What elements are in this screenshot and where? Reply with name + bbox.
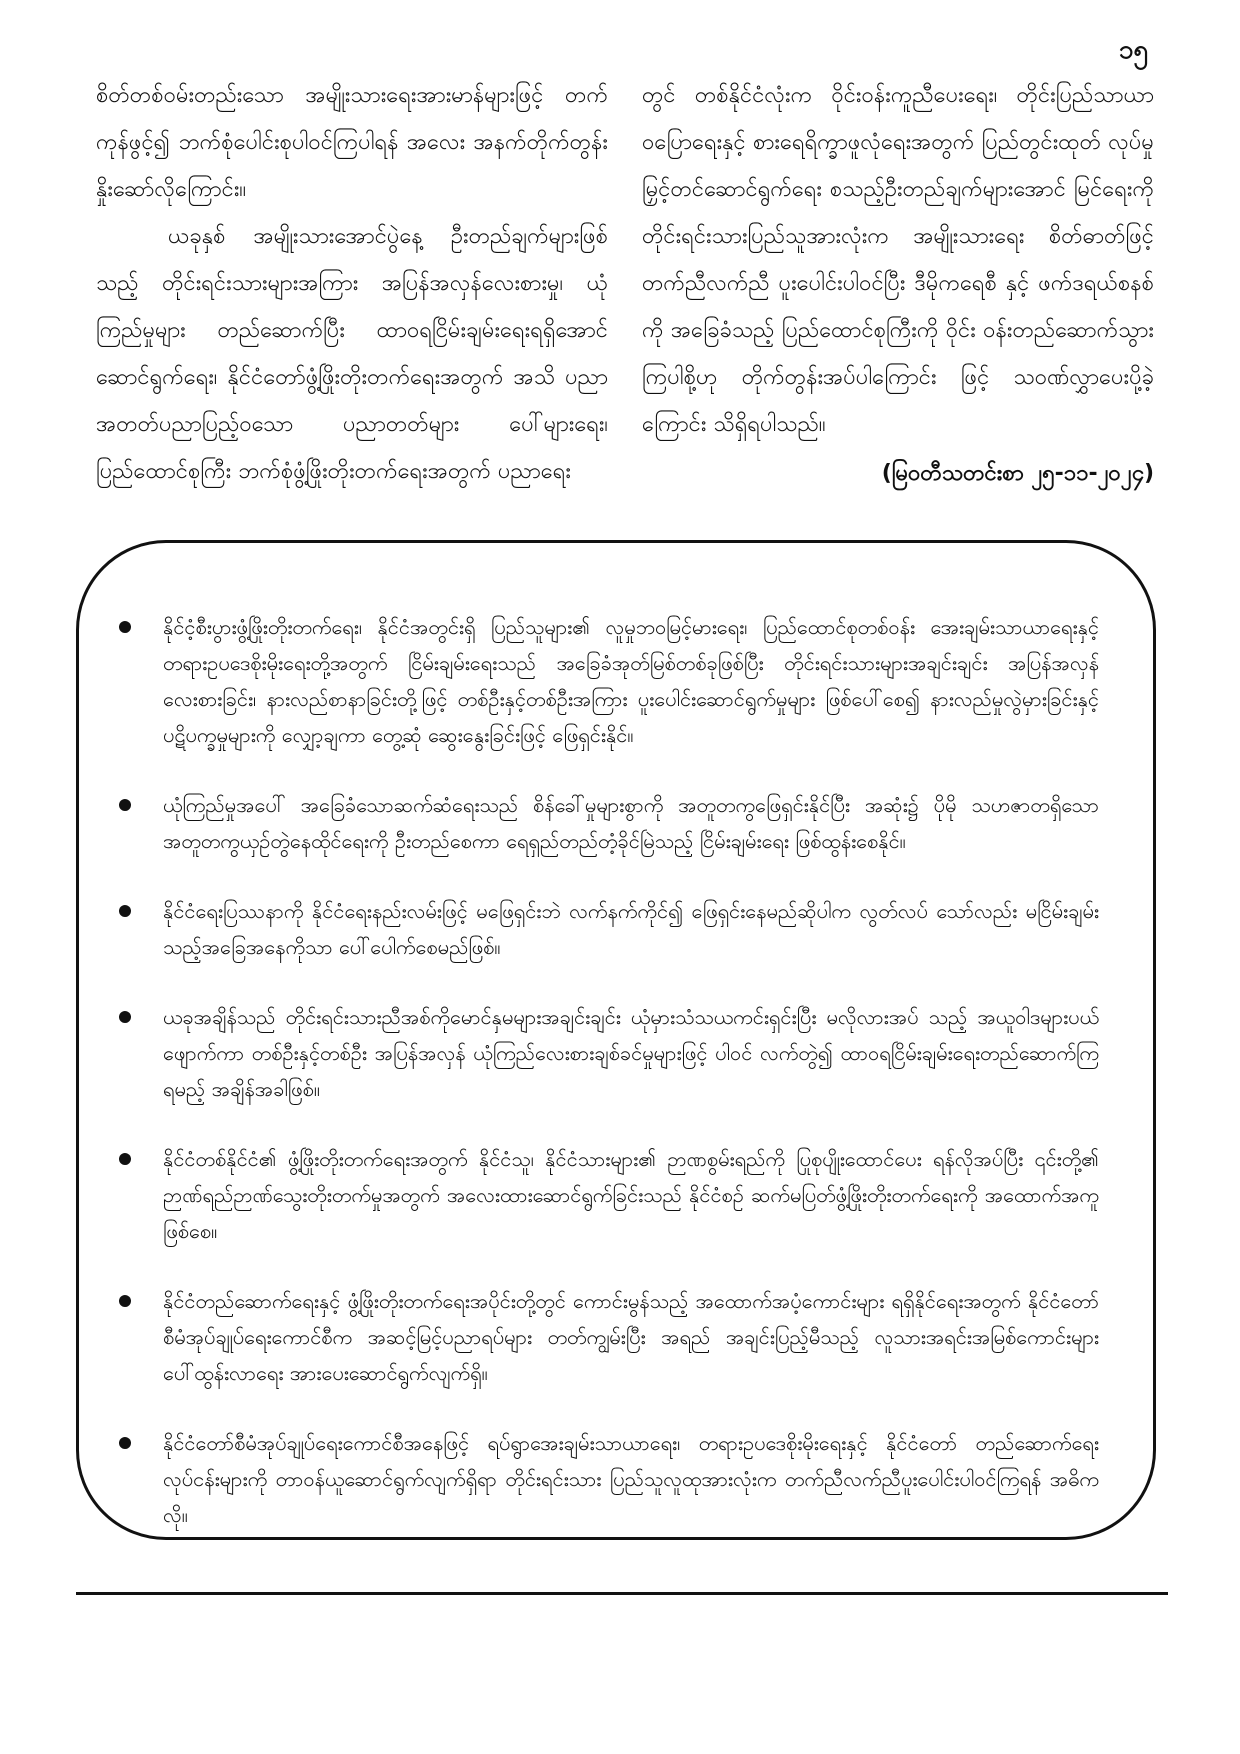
summary-item-text: နိုင်ငံတော်စီမံအုပ်ချုပ်ရေးကောင်စီအနေဖြင့် ရပ်ရွာအေးချမ်းသာယာရေး၊ တရားဥပဒေစိုးမိုးရေးနှင့် နိုင်ငံတော် တည်ဆောက်ရေးလုပ်ငန်းများကို တာဝန်ယူဆောင်ရွက်လျက်ရှိရာ တိုင်းရင်းသား ပြည်သူလူထုအားလုံးက တက်ညီလက်ညီပူးပေါင်းပါဝင်ကြရန် အဓိကလို။ (163, 1431, 1099, 1527)
summary-item (163, 1425, 1099, 1533)
bullet-icon (119, 621, 131, 633)
right-column (642, 72, 1154, 497)
bullet-icon (119, 1153, 131, 1165)
summary-item (163, 1283, 1099, 1391)
bullet-icon (119, 905, 131, 917)
left-paragraph-1: စိတ်တစ်ဝမ်းတည်းသော အမျိုးသားရေးအားမာန်များဖြင့် တက်ကုန်ဖွင့်၍ ဘက်စုံပေါင်းစုပါဝင်ကြပါရန် အလေး အနက်တိုက်တွန်းနှိုးဆော်လိုကြောင်း။ (96, 83, 608, 202)
left-column (96, 72, 608, 497)
summary-item (163, 893, 1099, 965)
summary-item-text: နိုင်ငံတစ်နိုင်ငံ၏ ဖွံ့ဖြိုးတိုးတက်ရေးအတွက် နိုင်ငံသူ၊ နိုင်ငံသားများ၏ ဉာဏစွမ်းရည်ကို ပြုစုပျိုးထောင်ပေး ရန်လိုအပ်ပြီး ၎င်းတို့၏ ဉာဏ်ရည်ဉာဏ်သွေးတိုးတက်မှုအတွက် အလေးထားဆောင်ရွက်ခြင်းသည် နိုင်ငံစဉ် ဆက်မပြတ်ဖွံ့ဖြိုးတိုးတက်ရေးကို အထောက်အကူဖြစ်စေ။ (163, 1147, 1099, 1243)
page-number: ၁၅ (1118, 35, 1148, 65)
summary-item-text: နိုင်ငံတည်ဆောက်ရေးနှင့် ဖွံ့ဖြိုးတိုးတက်ရေးအပိုင်းတို့တွင် ကောင်းမွန်သည့် အထောက်အပံ့ကောင်းများ ရရှိနိုင်ရေးအတွက် နိုင်ငံတော်စီမံအုပ်ချုပ်ရေးကောင်စီက အဆင့်မြင့်ပညာရပ်များ တတ်ကျွမ်းပြီး အရည် အချင်းပြည့်မီသည့် လူသားအရင်းအမြစ်ကောင်းများ ပေါ်ထွန်းလာရေး အားပေးဆောင်ရွက်လျက်ရှိ။ (163, 1289, 1099, 1385)
summary-item (163, 1141, 1099, 1249)
bullet-icon (119, 1011, 131, 1023)
summary-box (76, 540, 1156, 1540)
source-citation: (မြဝတီသတင်းစာ ၂၅-၁၁-၂၀၂၄) (881, 461, 1154, 486)
bullet-icon (119, 799, 131, 811)
right-paragraph-1: တွင် တစ်နိုင်ငံလုံးက ဝိုင်းဝန်းကူညီပေးရေး၊ တိုင်းပြည်သာယာ ဝပြောရေးနှင့် စားရေရိက္ခာဖူလုံရေးအတွက် ပြည်တွင်းထုတ် လုပ်မှု မြှင့်တင်ဆောင်ရွက်ရေး စသည့်ဦးတည်ချက်များအောင် မြင်ရေးကို တိုင်းရင်းသားပြည်သူအားလုံးက အမျိုးသားရေး စိတ်ဓာတ်ဖြင့် တက်ညီလက်ညီ ပူးပေါင်းပါဝင်ပြီး ဒီမိုကရေစီ နှင့် ဖက်ဒရယ်စနစ်ကို အခြေခံသည့် ပြည်ထောင်စုကြီးကို ဝိုင်း ဝန်းတည်ဆောက်သွားကြပါစို့ဟု တိုက်တွန်းအပ်ပါကြောင်း ဖြင့် သဝဏ်လွှာပေးပို့ခဲ့ကြောင်း သိရှိရပါသည်။ (642, 83, 1154, 437)
summary-item-text: ယခုအချိန်သည် တိုင်းရင်းသားညီအစ်ကိုမောင်နှမများအချင်းချင်း ယုံမှားသံသယကင်းရှင်းပြီး မလိုလားအပ် သည့် အယူဝါဒများပယ်ဖျောက်ကာ တစ်ဦးနှင့်တစ်ဦး အပြန်အလှန် ယုံကြည်လေးစားချစ်ခင်မှုများဖြင့် ပါဝင် လက်တွဲ၍ ထာဝရငြိမ်းချမ်းရေးတည်ဆောက်ကြရမည့် အချိန်အခါဖြစ်။ (163, 1005, 1099, 1101)
footer-divider (76, 1592, 1168, 1595)
bullet-icon (119, 1295, 131, 1307)
summary-item-text: ယုံကြည်မှုအပေါ် အခြေခံသောဆက်ဆံရေးသည် စိန်ခေါ်မှုများစွာကို အတူတကွဖြေရှင်းနိုင်ပြီး အဆုံး၌ ပိုမို သဟဇာတရှိသော အတူတကွယှဉ်တွဲနေထိုင်ရေးကို ဦးတည်စေကာ ရေရှည်တည်တံ့ခိုင်မြဲသည့် ငြိမ်းချမ်းရေး ဖြစ်ထွန်းစေနိုင်။ (163, 793, 1099, 853)
summary-list (163, 609, 1099, 1533)
left-paragraph-2: ယခုနှစ် အမျိုးသားအောင်ပွဲနေ့ ဦးတည်ချက်များဖြစ် သည့် တိုင်းရင်းသားများအကြား အပြန်အလှန်လေးစားမှု၊ ယုံ ကြည်မှုများ တည်ဆောက်ပြီး ထာဝရငြိမ်းချမ်းရေးရရှိအောင် ဆောင်ရွက်ရေး၊ နိုင်ငံတော်ဖွံ့ဖြိုးတိုးတက်ရေးအတွက် အသိ ပညာအတတ်ပညာပြည့်ဝသော ပညာတတ်များ ပေါ်များရေး၊ ပြည်ထောင်စုကြီး ဘက်စုံဖွံ့ဖြိုးတိုးတက်ရေးအတွက် ပညာရေး (96, 224, 608, 484)
summary-item (163, 787, 1099, 859)
bullet-icon (119, 1437, 131, 1449)
article-columns (96, 72, 1154, 497)
summary-item (163, 609, 1099, 753)
summary-item-text: နိုင်ငံရေးပြဿနာကို နိုင်ငံရေးနည်းလမ်းဖြင့် မဖြေရှင်းဘဲ လက်နက်ကိုင်၍ ဖြေရှင်းနေမည်ဆိုပါက လွတ်လပ် သော်လည်း မငြိမ်းချမ်းသည့်အခြေအနေကိုသာ ပေါ်ပေါက်စေမည်ဖြစ်။ (163, 899, 1099, 959)
summary-item (163, 999, 1099, 1107)
summary-item-text: နိုင်ငံ့စီးပွားဖွံ့ဖြိုးတိုးတက်ရေး၊ နိုင်ငံအတွင်းရှိ ပြည်သူများ၏ လူမှုဘဝမြင့်မားရေး၊ ပြည်ထောင်စုတစ်ဝန်း အေးချမ်းသာယာရေးနှင့် တရားဥပဒေစိုးမိုးရေးတို့အတွက် ငြိမ်းချမ်းရေးသည် အခြေခံအုတ်မြစ်တစ်ခုဖြစ်ပြီး တိုင်းရင်းသားများအချင်းချင်း အပြန်အလှန်လေးစားခြင်း၊ နားလည်စာနာခြင်းတို့ဖြင့် တစ်ဦးနှင့်တစ်ဦးအကြား ပူးပေါင်းဆောင်ရွက်မှုများ ဖြစ်ပေါ်စေ၍ နားလည်မှုလွဲမှားခြင်းနှင့် ပဋိပက္ခမှုများကို လျှော့ချကာ တွေ့ဆုံ ဆွေးနွေးခြင်းဖြင့် ဖြေရှင်းနိုင်။ (163, 615, 1099, 747)
